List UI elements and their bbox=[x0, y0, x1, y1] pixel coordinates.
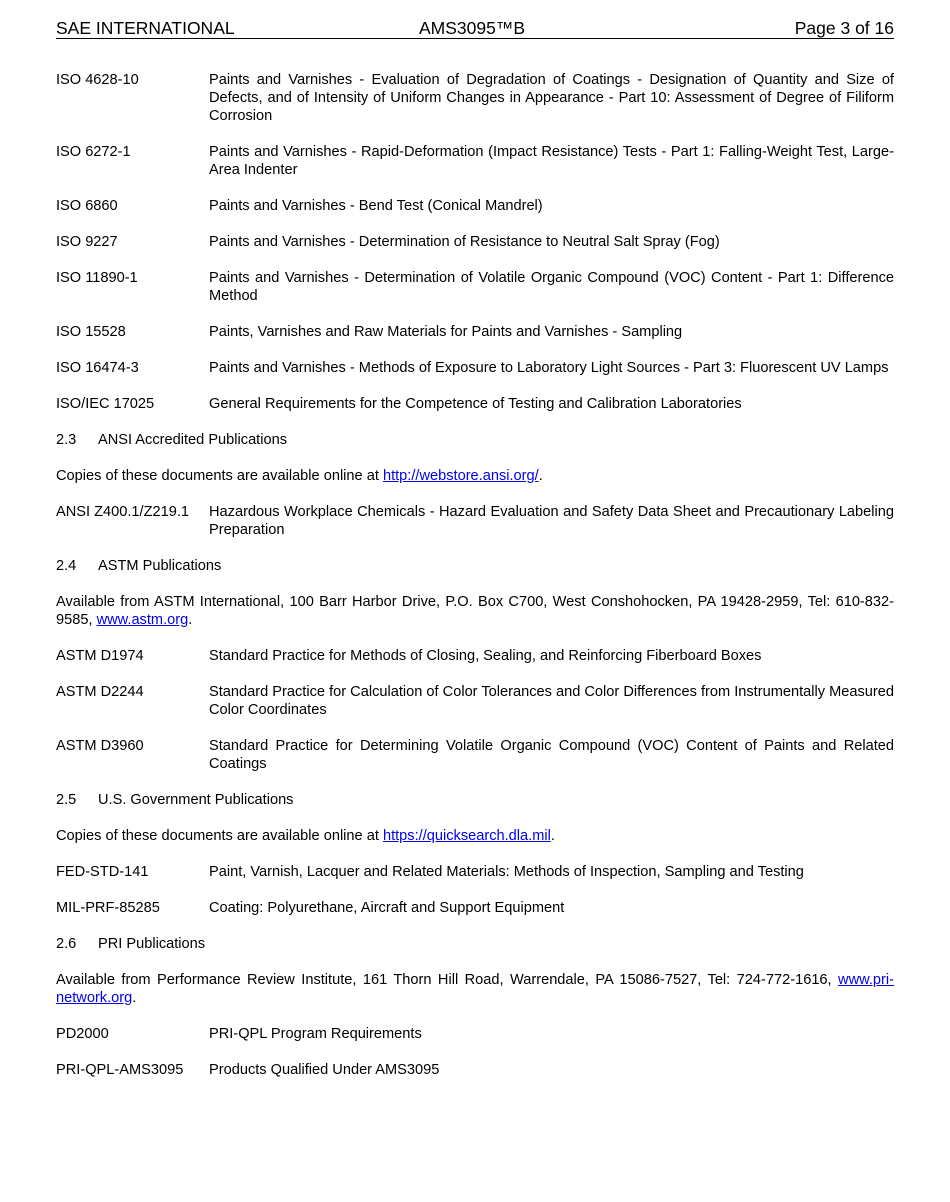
document-body bbox=[56, 39, 894, 1079]
reference-item bbox=[56, 899, 894, 917]
quicksearch-link[interactable]: https://quicksearch.dla.mil bbox=[382, 828, 551, 844]
reference-item bbox=[56, 143, 894, 179]
reference-title: Standard Practice for Calculation of Color Tolerances and Color Differences from Instrumentally Measured Color Coordinates bbox=[209, 684, 894, 718]
reference-title: Products Qualified Under AMS3095 bbox=[209, 1062, 440, 1078]
section-heading-2-3 bbox=[56, 431, 894, 449]
pri-network-link[interactable]: www.pri-network.org bbox=[56, 972, 894, 1006]
section-heading-2-4 bbox=[56, 557, 894, 575]
header-page-number: Page 3 of 16 bbox=[794, 18, 894, 38]
intro-period: . bbox=[538, 468, 543, 484]
reference-title: Standard Practice for Methods of Closing, Sealing, and Reinforcing Fiberboard Boxes bbox=[209, 648, 762, 664]
reference-title: Paints and Varnishes - Methods of Exposure to Laboratory Light Sources - Part 3: Fluorescent UV Lamps bbox=[209, 360, 889, 376]
section-title: ANSI Accredited Publications bbox=[98, 432, 288, 448]
section-number: 2.5 bbox=[56, 792, 77, 808]
reference-item bbox=[56, 269, 894, 305]
reference-item bbox=[56, 503, 894, 539]
reference-code: ANSI Z400.1/Z219.1 bbox=[56, 504, 190, 520]
reference-code: PRI-QPL-AMS3095 bbox=[56, 1062, 184, 1078]
reference-item bbox=[56, 359, 894, 377]
reference-code: MIL-PRF-85285 bbox=[56, 900, 160, 916]
page-header bbox=[56, 0, 894, 39]
section-number: 2.4 bbox=[56, 558, 77, 574]
reference-code: ISO 15528 bbox=[56, 324, 126, 340]
reference-code: ASTM D3960 bbox=[56, 738, 144, 754]
reference-code: ISO 6860 bbox=[56, 198, 118, 214]
reference-code: ISO/IEC 17025 bbox=[56, 396, 155, 412]
reference-title: Paints and Varnishes - Evaluation of Degradation of Coatings - Designation of Quantity and Size of Defects, and of Intensity of Uniform Changes in Appearance - Part 10: Assessment of Degree of Filiform Corrosion bbox=[209, 72, 894, 124]
reference-title: Paints and Varnishes - Determination of Volatile Organic Compound (VOC) Content - Part 1: Difference Method bbox=[209, 270, 894, 304]
reference-title: Standard Practice for Determining Volatile Organic Compound (VOC) Content of Paints and Related Coatings bbox=[209, 738, 894, 772]
reference-title: Hazardous Workplace Chemicals - Hazard Evaluation and Safety Data Sheet and Precautionary Labeling Preparation bbox=[209, 504, 894, 538]
reference-title: PRI-QPL Program Requirements bbox=[209, 1026, 422, 1042]
header-doc-number: AMS3095™B bbox=[419, 18, 526, 38]
intro-period: . bbox=[550, 828, 555, 844]
reference-code: ISO 9227 bbox=[56, 234, 118, 250]
reference-item bbox=[56, 647, 894, 665]
reference-item bbox=[56, 323, 894, 341]
section-title: PRI Publications bbox=[98, 936, 206, 952]
ansi-webstore-link[interactable]: http://webstore.ansi.org/ bbox=[382, 468, 539, 484]
intro-text: Copies of these documents are available online at bbox=[56, 468, 383, 484]
intro-text: Available from Performance Review Institute, 161 Thorn Hill Road, Warrendale, PA 15086-7527, Tel: 724-772-1616, bbox=[56, 972, 839, 988]
intro-text: Copies of these documents are available online at bbox=[56, 828, 383, 844]
reference-item bbox=[56, 233, 894, 251]
reference-code: ISO 11890-1 bbox=[56, 270, 138, 286]
section-number: 2.6 bbox=[56, 936, 77, 952]
section-intro bbox=[56, 467, 894, 485]
section-title: U.S. Government Publications bbox=[98, 792, 294, 808]
reference-title: Paint, Varnish, Lacquer and Related Materials: Methods of Inspection, Sampling and Testing bbox=[209, 864, 804, 880]
header-publisher: SAE INTERNATIONAL bbox=[56, 18, 235, 38]
section-title: ASTM Publications bbox=[98, 558, 222, 574]
reference-code: ISO 6272-1 bbox=[56, 144, 131, 160]
section-heading-2-6 bbox=[56, 935, 894, 953]
intro-text: Available from ASTM International, 100 Barr Harbor Drive, P.O. Box C700, West Conshohocken, PA 19428-2959, Tel: 610-832-9585, bbox=[56, 594, 894, 628]
section-intro bbox=[56, 971, 894, 1007]
reference-title: Paints and Varnishes - Rapid-Deformation (Impact Resistance) Tests - Part 1: Falling-Weight Test, Large-Area Indenter bbox=[209, 144, 894, 178]
reference-code: PD2000 bbox=[56, 1026, 109, 1042]
reference-code: FED-STD-141 bbox=[56, 864, 149, 880]
intro-period: . bbox=[132, 990, 137, 1006]
reference-code: ASTM D1974 bbox=[56, 648, 144, 664]
reference-title: Coating: Polyurethane, Aircraft and Support Equipment bbox=[209, 900, 565, 916]
reference-item bbox=[56, 1025, 894, 1043]
reference-item bbox=[56, 863, 894, 881]
reference-item bbox=[56, 395, 894, 413]
reference-title: Paints and Varnishes - Bend Test (Conical Mandrel) bbox=[209, 198, 543, 214]
reference-item bbox=[56, 1061, 894, 1079]
reference-code: ISO 4628-10 bbox=[56, 72, 139, 88]
astm-link[interactable]: www.astm.org bbox=[96, 612, 189, 628]
section-intro bbox=[56, 593, 894, 629]
reference-item bbox=[56, 683, 894, 719]
reference-item bbox=[56, 737, 894, 773]
reference-code: ASTM D2244 bbox=[56, 684, 144, 700]
reference-item bbox=[56, 71, 894, 125]
section-number: 2.3 bbox=[56, 432, 77, 448]
section-intro bbox=[56, 827, 894, 845]
reference-title: Paints, Varnishes and Raw Materials for Paints and Varnishes - Sampling bbox=[209, 324, 683, 340]
document-page bbox=[56, 0, 894, 1097]
section-heading-2-5 bbox=[56, 791, 894, 809]
reference-title: Paints and Varnishes - Determination of Resistance to Neutral Salt Spray (Fog) bbox=[209, 234, 720, 250]
reference-code: ISO 16474-3 bbox=[56, 360, 139, 376]
reference-title: General Requirements for the Competence of Testing and Calibration Laboratories bbox=[209, 396, 742, 412]
intro-period: . bbox=[188, 612, 193, 628]
reference-item bbox=[56, 197, 894, 215]
